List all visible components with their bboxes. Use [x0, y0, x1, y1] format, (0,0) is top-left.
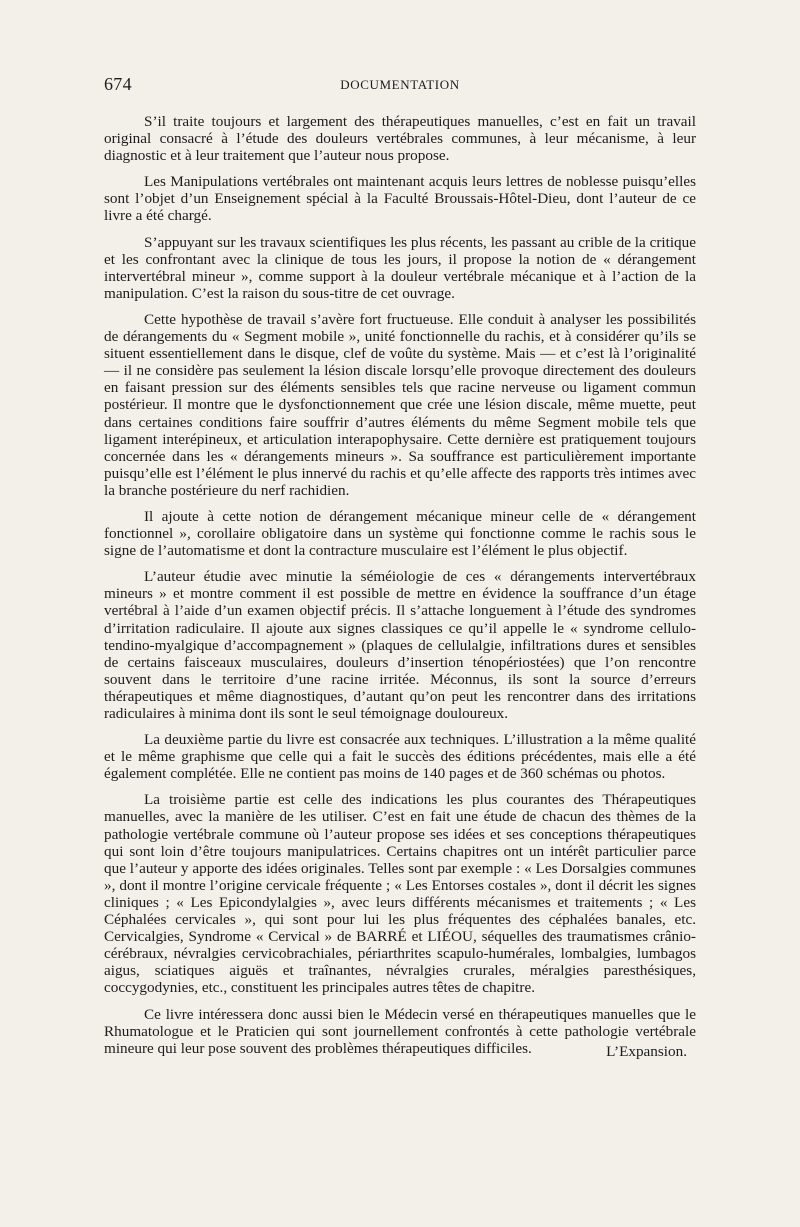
- paragraph-functional-derangement: Il ajoute à cette notion de dérangement mécanique mineur celle de « dérangement fonctionnel », corollaire obligatoire dans un système qui fonctionne comme le rachis sous le signe de l’automatisme et dont la contracture musculaire est l’élément le plus objectif.: [104, 507, 696, 560]
- paragraph-indications: La troisième partie est celle des indications les plus courantes des Thérapeutiques manuelles, avec la manière de les utiliser. C’est en fait une étude de chacun des thèmes de la pathologie vertébrale commune où l’auteur propose ses idées et ses conceptions thérapeutiques qui sont loin d’être toujours manipulatrices. Certains chapitres ont un intérêt particulier parce que l’auteur y apporte des idées originales. Telles sont par exemple : « Les Dorsalgies communes », dont il montre l’origine cervicale fréquente ; « Les Entorses costales », dont il décrit les signes cliniques ; « Les Epicondylalgies », avec leurs différents mécanismes et traitements ; « Les Céphalées cervicales », qui sont pour lui les plus fréquentes des céphalées banales, etc. Cervicalgies, Syndrome « Cervical » de BARRÉ et LIÉOU, séquelles des traumatismes crânio-cérébraux, névralgies cervicobrachiales, périarthrites scapulo-humérales, lombalgies, lumbagos aigus, sciatiques aiguës et traînantes, névralgies crurales, méralgies paresthésiques, coccygodynies, etc., constituent les principales autres têtes de chapitre.: [104, 791, 696, 997]
- page-header: [104, 74, 696, 96]
- running-title: DOCUMENTATION: [340, 77, 460, 92]
- paragraph-hypothesis: Cette hypothèse de travail s’avère fort fructueuse. Elle conduit à analyser les possibilités de dérangements du « Segment mobile », unité fonctionnelle du rachis, et à considérer qu’ils se situent essentiellement dans le disque, clef de voûte du système. Mais — et c’est là l’originalité — il ne considère pas seulement la lésion discale lorsqu’elle provoque directement des douleurs en faisant pression sur des éléments sensibles tels que racine nerveuse ou ligament commun postérieur. Il montre que le dysfonctionnement que crée une lésion discale, même muette, peut dans certaines conditions faire souffrir d’autres éléments du même Segment mobile tels que ligament interépineux, et articulation interapophysaire. Cette dernière est pratiquement toujours concernée dans les « dérangements mineurs ». Sa souffrance est particulièrement importante puisqu’elle est l’élément le plus innervé du rachis et qu’elle affecte des rapports très intimes avec la branche postérieure du nerf rachidien.: [104, 310, 696, 499]
- paragraph-manipulations: Les Manipulations vertébrales ont maintenant acquis leurs lettres de noblesse puisqu’elles sont l’objet d’un Enseignement spécial à la Faculté Broussais-Hôtel-Dieu, dont l’auteur de ce livre a été chargé.: [104, 173, 696, 225]
- review-signature: L’Expansion.: [606, 1043, 687, 1060]
- paragraph-derangement-notion: S’appuyant sur les travaux scientifiques les plus récents, les passant au crible de la critique et les confrontant avec la clinique de tous les jours, il propose la notion de « dérangement intervertébral mineur », comme support à la douleur vertébrale mécanique et à l’action de la manipulation. C’est la raison du sous-titre de cet ouvrage.: [104, 233, 696, 302]
- paragraph-conclusion: Ce livre intéressera donc aussi bien le Médecin versé en thérapeutiques manuelles que le Rhumatologue et le Praticien qui sont journellement confrontés à cette pathologie vertébrale mineure qui leur pose souvent des problèmes thérapeutiques difficiles.: [104, 1005, 696, 1057]
- paragraph-intro: S’il traite toujours et largement des thérapeutiques manuelles, c’est en fait un travail original consacré à l’étude des douleurs vertébrales communes, à leur mécanisme, à leur diagnostic et à leur traitement que l’auteur nous propose.: [104, 113, 696, 165]
- page-number: 674: [104, 74, 132, 94]
- article-body: [104, 113, 696, 1066]
- paragraph-techniques: La deuxième partie du livre est consacrée aux techniques. L’illustration a la même qualité et le même graphisme que celle qui a fait le succès des éditions précédentes, mais elle a été également complétée. Elle ne contient pas moins de 140 pages et de 360 schémas ou photos.: [104, 731, 696, 783]
- paragraph-semeiology: L’auteur étudie avec minutie la séméiologie de ces « dérangements intervertébraux mineurs » et montre comment il est possible de mettre en évidence la souffrance d’un étage vertébral à l’aide d’un examen objectif précis. Il s’attache longuement à l’étude des syndromes d’irritation radiculaire. Il ajoute aux signes classiques ce qu’il appelle le « syndrome cellulo-tendino-myalgique d’accompagnement » (plaques de cellulalgie, infiltrations dures et sensibles de certains faisceaux musculaires, douleurs d’insertion ténopériostées) que l’on rencontre souvent dans le territoire d’une racine irritée. Méconnus, ils sont la source d’erreurs thérapeutiques et même diagnostiques, d’autant qu’on peut les rencontrer dans des irritations radiculaires à minima dont ils sont le seul témoignage douloureux.: [104, 568, 696, 722]
